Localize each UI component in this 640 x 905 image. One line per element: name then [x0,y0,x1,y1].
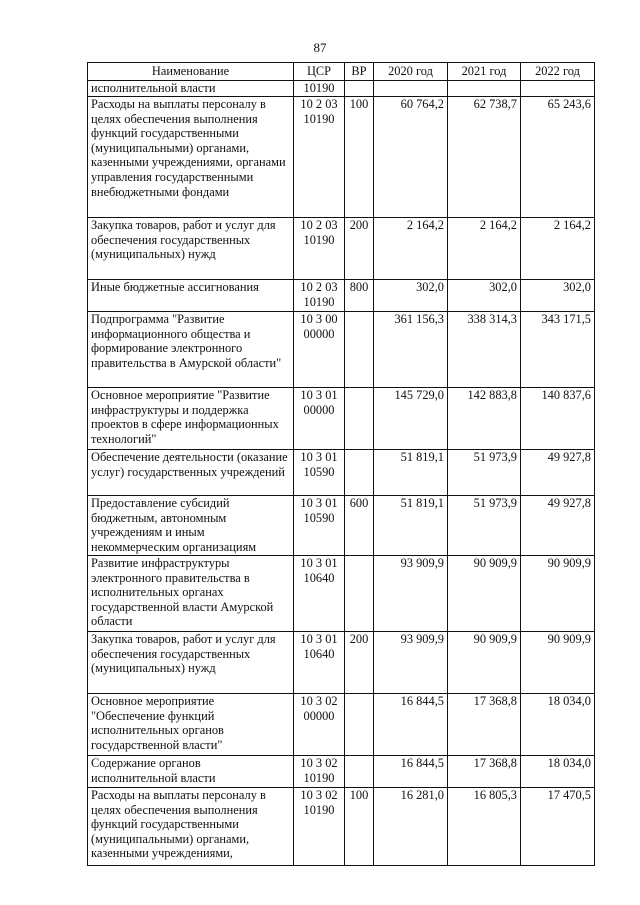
row-2021: 51 973,9 [448,450,521,496]
row-2020: 93 909,9 [374,556,448,632]
row-2020: 60 764,2 [374,97,448,218]
row-2022: 65 243,6 [521,97,595,218]
row-csr: 10 3 01 10590 [294,496,345,556]
row-vr: 200 [345,218,374,280]
page-number: 87 [313,40,327,55]
row-2020: 302,0 [374,280,448,312]
row-vr [345,312,374,388]
row-2021: 16 805,3 [448,788,521,866]
row-2021: 338 314,3 [448,312,521,388]
table-header-row [88,63,595,81]
row-2021: 90 909,9 [448,632,521,694]
row-2021 [448,81,521,97]
row-name: Иные бюджетные ассигнования [88,280,294,312]
row-vr [345,81,374,97]
row-2021: 2 164,2 [448,218,521,280]
row-2022 [521,81,595,97]
row-csr: 10 2 03 10190 [294,97,345,218]
row-2022: 90 909,9 [521,632,595,694]
table-row [88,788,595,866]
header-name: Наименование [88,63,294,81]
header-csr: ЦСР [294,63,345,81]
table-row [88,756,595,788]
row-csr: 10 3 01 10640 [294,556,345,632]
row-2022: 140 837,6 [521,388,595,450]
table-row [88,388,595,450]
table-row [88,450,595,496]
row-2020: 361 156,3 [374,312,448,388]
row-vr: 100 [345,788,374,866]
row-name: исполнительной власти [88,81,294,97]
row-name: Обеспечение деятельности (оказание услуг) государственных учреждений [88,450,294,496]
table-row [88,556,595,632]
row-2020 [374,81,448,97]
row-name: Развитие инфраструктуры электронного правительства в исполнительных органах государственной власти Амурской области [88,556,294,632]
row-vr [345,694,374,756]
row-csr: 10190 [294,81,345,97]
row-2022: 343 171,5 [521,312,595,388]
row-name: Основное мероприятие "Обеспечение функций исполнительных органов государственной власти" [88,694,294,756]
table-row [88,218,595,280]
row-2020: 16 844,5 [374,694,448,756]
row-2020: 51 819,1 [374,496,448,556]
row-2021: 17 368,8 [448,756,521,788]
table-row [88,280,595,312]
table-row [88,496,595,556]
header-2020: 2020 год [374,63,448,81]
row-2022: 49 927,8 [521,496,595,556]
row-2022: 90 909,9 [521,556,595,632]
row-2022: 17 470,5 [521,788,595,866]
table-row [88,632,595,694]
row-2020: 145 729,0 [374,388,448,450]
row-vr: 600 [345,496,374,556]
row-2021: 51 973,9 [448,496,521,556]
row-vr [345,450,374,496]
row-vr: 100 [345,97,374,218]
row-2022: 18 034,0 [521,694,595,756]
row-vr: 800 [345,280,374,312]
row-csr: 10 3 01 10640 [294,632,345,694]
row-vr [345,388,374,450]
row-2020: 93 909,9 [374,632,448,694]
row-name: Закупка товаров, работ и услуг для обеспечения государственных (муниципальных) нужд [88,632,294,694]
row-2022: 2 164,2 [521,218,595,280]
row-vr [345,556,374,632]
table-row [88,694,595,756]
row-2022: 18 034,0 [521,756,595,788]
row-csr: 10 2 03 10190 [294,280,345,312]
header-2022: 2022 год [521,63,595,81]
row-2021: 142 883,8 [448,388,521,450]
row-name: Основное мероприятие "Развитие инфраструктуры и поддержка проектов в сфере информационных технологий" [88,388,294,450]
row-2020: 16 844,5 [374,756,448,788]
row-csr: 10 3 01 10590 [294,450,345,496]
row-vr [345,756,374,788]
row-name: Расходы на выплаты персоналу в целях обеспечения выполнения функций государственными (муниципальными) органами, казенными учреждениями, органами управления государственными внебюджетными фондами [88,97,294,218]
row-csr: 10 2 03 10190 [294,218,345,280]
row-vr: 200 [345,632,374,694]
row-2022: 49 927,8 [521,450,595,496]
budget-table [87,62,595,866]
row-name: Расходы на выплаты персоналу в целях обеспечения выполнения функций государственными (муниципальными) органами, казенными учреждениями, [88,788,294,866]
table-row [88,312,595,388]
row-csr: 10 3 00 00000 [294,312,345,388]
row-csr: 10 3 01 00000 [294,388,345,450]
row-2021: 17 368,8 [448,694,521,756]
table-row [88,97,595,218]
row-name: Подпрограмма "Развитие информационного общества и формирование электронного правительства в Амурской области" [88,312,294,388]
row-2020: 16 281,0 [374,788,448,866]
row-2021: 62 738,7 [448,97,521,218]
row-csr: 10 3 02 10190 [294,756,345,788]
row-name: Предоставление субсидий бюджетным, автономным учреждениям и иным некоммерческим организациям [88,496,294,556]
row-2022: 302,0 [521,280,595,312]
row-2021: 302,0 [448,280,521,312]
row-2020: 2 164,2 [374,218,448,280]
row-2020: 51 819,1 [374,450,448,496]
row-name: Содержание органов исполнительной власти [88,756,294,788]
row-name: Закупка товаров, работ и услуг для обеспечения государственных (муниципальных) нужд [88,218,294,280]
row-csr: 10 3 02 00000 [294,694,345,756]
header-vr: ВР [345,63,374,81]
row-csr: 10 3 02 10190 [294,788,345,866]
row-2021: 90 909,9 [448,556,521,632]
header-2021: 2021 год [448,63,521,81]
table-row [88,81,595,97]
